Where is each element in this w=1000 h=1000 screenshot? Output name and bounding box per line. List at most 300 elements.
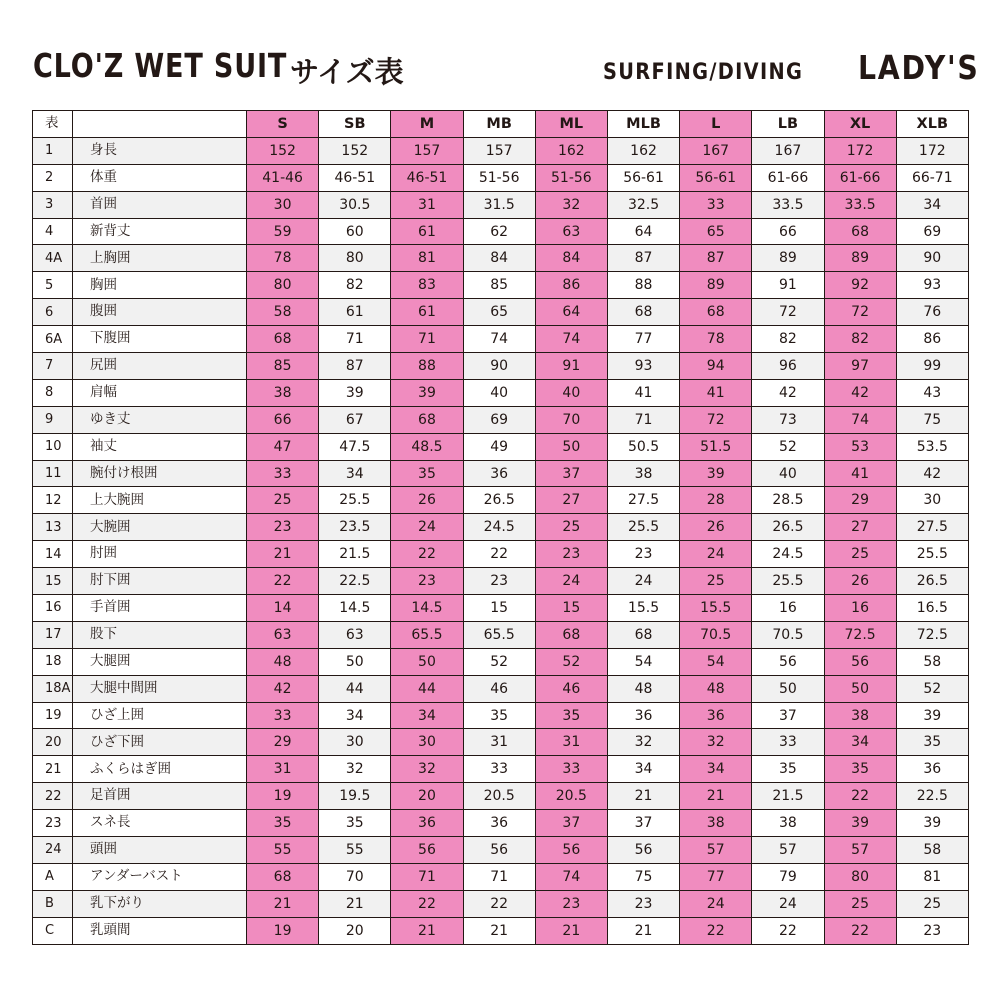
measurement-value: 53	[824, 433, 896, 460]
measurement-value: 79	[752, 863, 824, 890]
row-number: 16	[33, 595, 73, 622]
measurement-value: 39	[391, 379, 463, 406]
measurement-value: 69	[463, 406, 535, 433]
measurement-value: 97	[824, 353, 896, 380]
measurement-value: 82	[824, 326, 896, 353]
row-number: 21	[33, 756, 73, 783]
table-row	[33, 272, 969, 299]
table-row	[33, 810, 969, 837]
measurement-value: 25	[535, 514, 607, 541]
measurement-value: 68	[824, 218, 896, 245]
measurement-value: 57	[680, 837, 752, 864]
measurement-value: 22	[247, 568, 319, 595]
measurement-value: 52	[896, 675, 968, 702]
measurement-value: 56-61	[607, 164, 679, 191]
measurement-value: 26.5	[896, 568, 968, 595]
measurement-value: 33.5	[824, 191, 896, 218]
measurement-value: 37	[535, 460, 607, 487]
measurement-value: 41	[824, 460, 896, 487]
measurement-value: 42	[896, 460, 968, 487]
measurement-value: 19	[247, 917, 319, 944]
size-chart-table	[32, 110, 969, 945]
table-row	[33, 353, 969, 380]
measurement-value: 34	[391, 702, 463, 729]
row-number: 9	[33, 406, 73, 433]
measurement-value: 16	[752, 595, 824, 622]
table-row	[33, 595, 969, 622]
size-header: SB	[319, 111, 391, 138]
row-number: 12	[33, 487, 73, 514]
measurement-value: 50	[319, 648, 391, 675]
row-number: 17	[33, 621, 73, 648]
measurement-value: 16	[824, 595, 896, 622]
measurement-value: 23	[463, 568, 535, 595]
measurement-name: 新背丈	[73, 218, 247, 245]
measurement-value: 90	[463, 353, 535, 380]
measurement-name: ひざ上囲	[73, 702, 247, 729]
measurement-value: 56	[463, 837, 535, 864]
measurement-value: 68	[680, 299, 752, 326]
measurement-value: 20	[391, 783, 463, 810]
table-row	[33, 568, 969, 595]
measurement-value: 27.5	[896, 514, 968, 541]
measurement-value: 63	[247, 621, 319, 648]
measurement-value: 24	[607, 568, 679, 595]
table-row	[33, 541, 969, 568]
measurement-name: 体重	[73, 164, 247, 191]
row-number: 22	[33, 783, 73, 810]
measurement-value: 21.5	[319, 541, 391, 568]
size-header: LB	[752, 111, 824, 138]
measurement-value: 24	[680, 890, 752, 917]
measurement-value: 50	[824, 675, 896, 702]
item-name-header	[73, 111, 247, 138]
measurement-value: 48.5	[391, 433, 463, 460]
measurement-value: 26	[824, 568, 896, 595]
size-header: XLB	[896, 111, 968, 138]
measurement-value: 15.5	[607, 595, 679, 622]
measurement-value: 22	[463, 890, 535, 917]
measurement-value: 56	[391, 837, 463, 864]
measurement-value: 21	[247, 541, 319, 568]
size-chart-title: サイズ表	[290, 55, 404, 89]
measurement-value: 61-66	[824, 164, 896, 191]
measurement-value: 35	[896, 729, 968, 756]
measurement-value: 35	[463, 702, 535, 729]
measurement-value: 33	[247, 702, 319, 729]
measurement-value: 23.5	[319, 514, 391, 541]
measurement-value: 74	[535, 863, 607, 890]
measurement-value: 80	[824, 863, 896, 890]
measurement-value: 61-66	[752, 164, 824, 191]
measurement-value: 84	[463, 245, 535, 272]
measurement-value: 34	[607, 756, 679, 783]
row-number: 19	[33, 702, 73, 729]
measurement-value: 34	[680, 756, 752, 783]
measurement-value: 78	[680, 326, 752, 353]
corner-label: 表	[33, 111, 73, 138]
row-number: 15	[33, 568, 73, 595]
measurement-value: 35	[391, 460, 463, 487]
measurement-value: 80	[319, 245, 391, 272]
measurement-value: 19.5	[319, 783, 391, 810]
measurement-value: 47.5	[319, 433, 391, 460]
measurement-value: 94	[680, 353, 752, 380]
measurement-value: 27	[535, 487, 607, 514]
measurement-name: 肘囲	[73, 541, 247, 568]
row-number: 24	[33, 837, 73, 864]
measurement-value: 54	[607, 648, 679, 675]
size-header: MB	[463, 111, 535, 138]
measurement-value: 91	[535, 353, 607, 380]
measurement-value: 21	[463, 917, 535, 944]
table-row	[33, 917, 969, 944]
measurement-value: 46-51	[319, 164, 391, 191]
size-header: S	[247, 111, 319, 138]
measurement-value: 34	[824, 729, 896, 756]
measurement-name: 首囲	[73, 191, 247, 218]
row-number: 6	[33, 299, 73, 326]
measurement-value: 51-56	[535, 164, 607, 191]
measurement-name: 袖丈	[73, 433, 247, 460]
measurement-value: 33	[463, 756, 535, 783]
measurement-value: 75	[607, 863, 679, 890]
measurement-value: 36	[463, 460, 535, 487]
measurement-value: 25.5	[752, 568, 824, 595]
measurement-value: 27	[824, 514, 896, 541]
measurement-value: 39	[896, 702, 968, 729]
measurement-value: 40	[752, 460, 824, 487]
measurement-name: 手首囲	[73, 595, 247, 622]
measurement-value: 27.5	[607, 487, 679, 514]
measurement-value: 72.5	[824, 621, 896, 648]
measurement-value: 96	[752, 353, 824, 380]
gender-category: LADY'S	[858, 48, 980, 87]
table-row	[33, 299, 969, 326]
measurement-value: 24	[752, 890, 824, 917]
measurement-value: 157	[463, 137, 535, 164]
measurement-value: 26	[680, 514, 752, 541]
measurement-value: 87	[680, 245, 752, 272]
measurement-value: 81	[896, 863, 968, 890]
measurement-value: 30	[247, 191, 319, 218]
measurement-value: 74	[824, 406, 896, 433]
measurement-value: 35	[319, 810, 391, 837]
measurement-value: 30	[391, 729, 463, 756]
measurement-value: 70	[319, 863, 391, 890]
table-row	[33, 406, 969, 433]
measurement-value: 91	[752, 272, 824, 299]
table-row	[33, 191, 969, 218]
measurement-value: 70.5	[680, 621, 752, 648]
table-row	[33, 460, 969, 487]
measurement-value: 21	[247, 890, 319, 917]
row-number: 1	[33, 137, 73, 164]
brand-title: CLO'Z WET SUIT	[33, 46, 288, 85]
measurement-name: 腕付け根囲	[73, 460, 247, 487]
measurement-name: 大腕囲	[73, 514, 247, 541]
measurement-value: 31	[463, 729, 535, 756]
row-number: 5	[33, 272, 73, 299]
measurement-name: 上胸囲	[73, 245, 247, 272]
measurement-value: 42	[752, 379, 824, 406]
measurement-value: 28.5	[752, 487, 824, 514]
measurement-value: 24	[535, 568, 607, 595]
measurement-value: 61	[319, 299, 391, 326]
measurement-value: 64	[607, 218, 679, 245]
measurement-value: 38	[680, 810, 752, 837]
measurement-value: 20	[319, 917, 391, 944]
measurement-value: 56	[535, 837, 607, 864]
measurement-value: 61	[391, 218, 463, 245]
measurement-value: 152	[247, 137, 319, 164]
measurement-value: 71	[463, 863, 535, 890]
measurement-value: 21	[319, 890, 391, 917]
measurement-value: 58	[896, 837, 968, 864]
measurement-value: 16.5	[896, 595, 968, 622]
measurement-value: 32	[391, 756, 463, 783]
measurement-value: 61	[391, 299, 463, 326]
measurement-value: 25	[824, 541, 896, 568]
measurement-value: 26	[391, 487, 463, 514]
measurement-value: 33	[752, 729, 824, 756]
measurement-value: 23	[896, 917, 968, 944]
measurement-value: 162	[607, 137, 679, 164]
measurement-name: 尻囲	[73, 353, 247, 380]
measurement-value: 23	[391, 568, 463, 595]
size-header-row	[33, 111, 969, 138]
measurement-value: 66-71	[896, 164, 968, 191]
measurement-value: 39	[319, 379, 391, 406]
table-row	[33, 379, 969, 406]
table-row	[33, 837, 969, 864]
measurement-value: 89	[680, 272, 752, 299]
measurement-name: 大腿中間囲	[73, 675, 247, 702]
measurement-value: 84	[535, 245, 607, 272]
measurement-value: 22	[824, 783, 896, 810]
measurement-value: 22	[824, 917, 896, 944]
table-row	[33, 729, 969, 756]
measurement-value: 74	[535, 326, 607, 353]
measurement-value: 14.5	[391, 595, 463, 622]
measurement-value: 71	[607, 406, 679, 433]
measurement-value: 32.5	[607, 191, 679, 218]
measurement-value: 58	[247, 299, 319, 326]
measurement-value: 86	[535, 272, 607, 299]
size-table-body	[33, 137, 969, 944]
measurement-value: 44	[319, 675, 391, 702]
measurement-value: 81	[391, 245, 463, 272]
measurement-value: 38	[607, 460, 679, 487]
measurement-value: 33	[535, 756, 607, 783]
measurement-value: 93	[607, 353, 679, 380]
measurement-value: 15	[535, 595, 607, 622]
measurement-value: 99	[896, 353, 968, 380]
measurement-value: 90	[896, 245, 968, 272]
measurement-value: 21	[391, 917, 463, 944]
measurement-value: 20.5	[463, 783, 535, 810]
measurement-name: ゆき丈	[73, 406, 247, 433]
measurement-value: 64	[535, 299, 607, 326]
table-row	[33, 783, 969, 810]
size-header: XL	[824, 111, 896, 138]
measurement-value: 39	[896, 810, 968, 837]
measurement-value: 59	[247, 218, 319, 245]
row-number: 4A	[33, 245, 73, 272]
measurement-value: 34	[319, 460, 391, 487]
row-number: 18A	[33, 675, 73, 702]
measurement-value: 67	[319, 406, 391, 433]
row-number: 6A	[33, 326, 73, 353]
measurement-value: 69	[896, 218, 968, 245]
measurement-value: 152	[319, 137, 391, 164]
row-number: 10	[33, 433, 73, 460]
table-row	[33, 218, 969, 245]
measurement-value: 93	[896, 272, 968, 299]
measurement-value: 85	[463, 272, 535, 299]
measurement-value: 68	[535, 621, 607, 648]
measurement-value: 56	[607, 837, 679, 864]
measurement-value: 37	[607, 810, 679, 837]
measurement-value: 52	[535, 648, 607, 675]
measurement-value: 50	[535, 433, 607, 460]
measurement-value: 85	[247, 353, 319, 380]
measurement-value: 21.5	[752, 783, 824, 810]
measurement-value: 65.5	[463, 621, 535, 648]
measurement-value: 76	[896, 299, 968, 326]
measurement-value: 42	[824, 379, 896, 406]
measurement-value: 70.5	[752, 621, 824, 648]
measurement-name: 身長	[73, 137, 247, 164]
measurement-value: 22	[680, 917, 752, 944]
measurement-value: 50	[752, 675, 824, 702]
measurement-value: 75	[896, 406, 968, 433]
measurement-value: 46-51	[391, 164, 463, 191]
measurement-value: 50	[391, 648, 463, 675]
table-row	[33, 890, 969, 917]
measurement-value: 35	[535, 702, 607, 729]
measurement-value: 39	[680, 460, 752, 487]
measurement-value: 37	[752, 702, 824, 729]
measurement-value: 65	[680, 218, 752, 245]
row-number: 18	[33, 648, 73, 675]
measurement-value: 71	[391, 863, 463, 890]
measurement-name: 乳下がり	[73, 890, 247, 917]
measurement-value: 24	[391, 514, 463, 541]
measurement-value: 31	[535, 729, 607, 756]
measurement-value: 42	[247, 675, 319, 702]
measurement-value: 89	[824, 245, 896, 272]
measurement-value: 37	[535, 810, 607, 837]
measurement-value: 50.5	[607, 433, 679, 460]
measurement-value: 47	[247, 433, 319, 460]
measurement-value: 43	[896, 379, 968, 406]
measurement-value: 24.5	[752, 541, 824, 568]
measurement-value: 162	[535, 137, 607, 164]
size-header: MLB	[607, 111, 679, 138]
measurement-name: 下腹囲	[73, 326, 247, 353]
measurement-value: 51-56	[463, 164, 535, 191]
measurement-value: 56-61	[680, 164, 752, 191]
size-header: M	[391, 111, 463, 138]
measurement-name: 頭囲	[73, 837, 247, 864]
measurement-value: 25	[896, 890, 968, 917]
measurement-value: 57	[752, 837, 824, 864]
measurement-value: 40	[535, 379, 607, 406]
measurement-name: 股下	[73, 621, 247, 648]
measurement-value: 55	[319, 837, 391, 864]
measurement-name: 肩幅	[73, 379, 247, 406]
table-row	[33, 245, 969, 272]
measurement-value: 52	[463, 648, 535, 675]
measurement-value: 22	[391, 890, 463, 917]
measurement-value: 89	[752, 245, 824, 272]
measurement-value: 20.5	[535, 783, 607, 810]
measurement-value: 60	[319, 218, 391, 245]
measurement-value: 72	[824, 299, 896, 326]
sport-subtitle: SURFING/DIVING	[603, 60, 804, 85]
measurement-name: 乳頭間	[73, 917, 247, 944]
measurement-value: 77	[680, 863, 752, 890]
row-number: C	[33, 917, 73, 944]
measurement-value: 72	[680, 406, 752, 433]
measurement-value: 14.5	[319, 595, 391, 622]
row-number: 13	[33, 514, 73, 541]
row-number: B	[33, 890, 73, 917]
measurement-value: 38	[824, 702, 896, 729]
measurement-value: 71	[319, 326, 391, 353]
measurement-value: 34	[319, 702, 391, 729]
row-number: 14	[33, 541, 73, 568]
measurement-value: 57	[824, 837, 896, 864]
measurement-name: 胸囲	[73, 272, 247, 299]
measurement-value: 21	[607, 917, 679, 944]
measurement-value: 46	[535, 675, 607, 702]
measurement-value: 25.5	[607, 514, 679, 541]
row-number: A	[33, 863, 73, 890]
measurement-value: 46	[463, 675, 535, 702]
row-number: 2	[33, 164, 73, 191]
size-header: ML	[535, 111, 607, 138]
measurement-value: 74	[463, 326, 535, 353]
measurement-value: 31.5	[463, 191, 535, 218]
measurement-value: 31	[247, 756, 319, 783]
measurement-value: 68	[391, 406, 463, 433]
measurement-value: 40	[463, 379, 535, 406]
row-number: 20	[33, 729, 73, 756]
measurement-value: 32	[607, 729, 679, 756]
measurement-value: 21	[535, 917, 607, 944]
measurement-value: 35	[752, 756, 824, 783]
measurement-value: 36	[463, 810, 535, 837]
measurement-value: 36	[896, 756, 968, 783]
measurement-value: 87	[607, 245, 679, 272]
measurement-value: 30.5	[319, 191, 391, 218]
measurement-value: 68	[607, 299, 679, 326]
measurement-value: 38	[752, 810, 824, 837]
measurement-value: 31	[391, 191, 463, 218]
measurement-value: 68	[607, 621, 679, 648]
measurement-value: 41	[680, 379, 752, 406]
row-number: 11	[33, 460, 73, 487]
measurement-value: 15.5	[680, 595, 752, 622]
measurement-value: 34	[896, 191, 968, 218]
measurement-value: 32	[319, 756, 391, 783]
measurement-value: 22.5	[896, 783, 968, 810]
measurement-value: 58	[896, 648, 968, 675]
measurement-value: 23	[607, 541, 679, 568]
measurement-name: 肘下囲	[73, 568, 247, 595]
